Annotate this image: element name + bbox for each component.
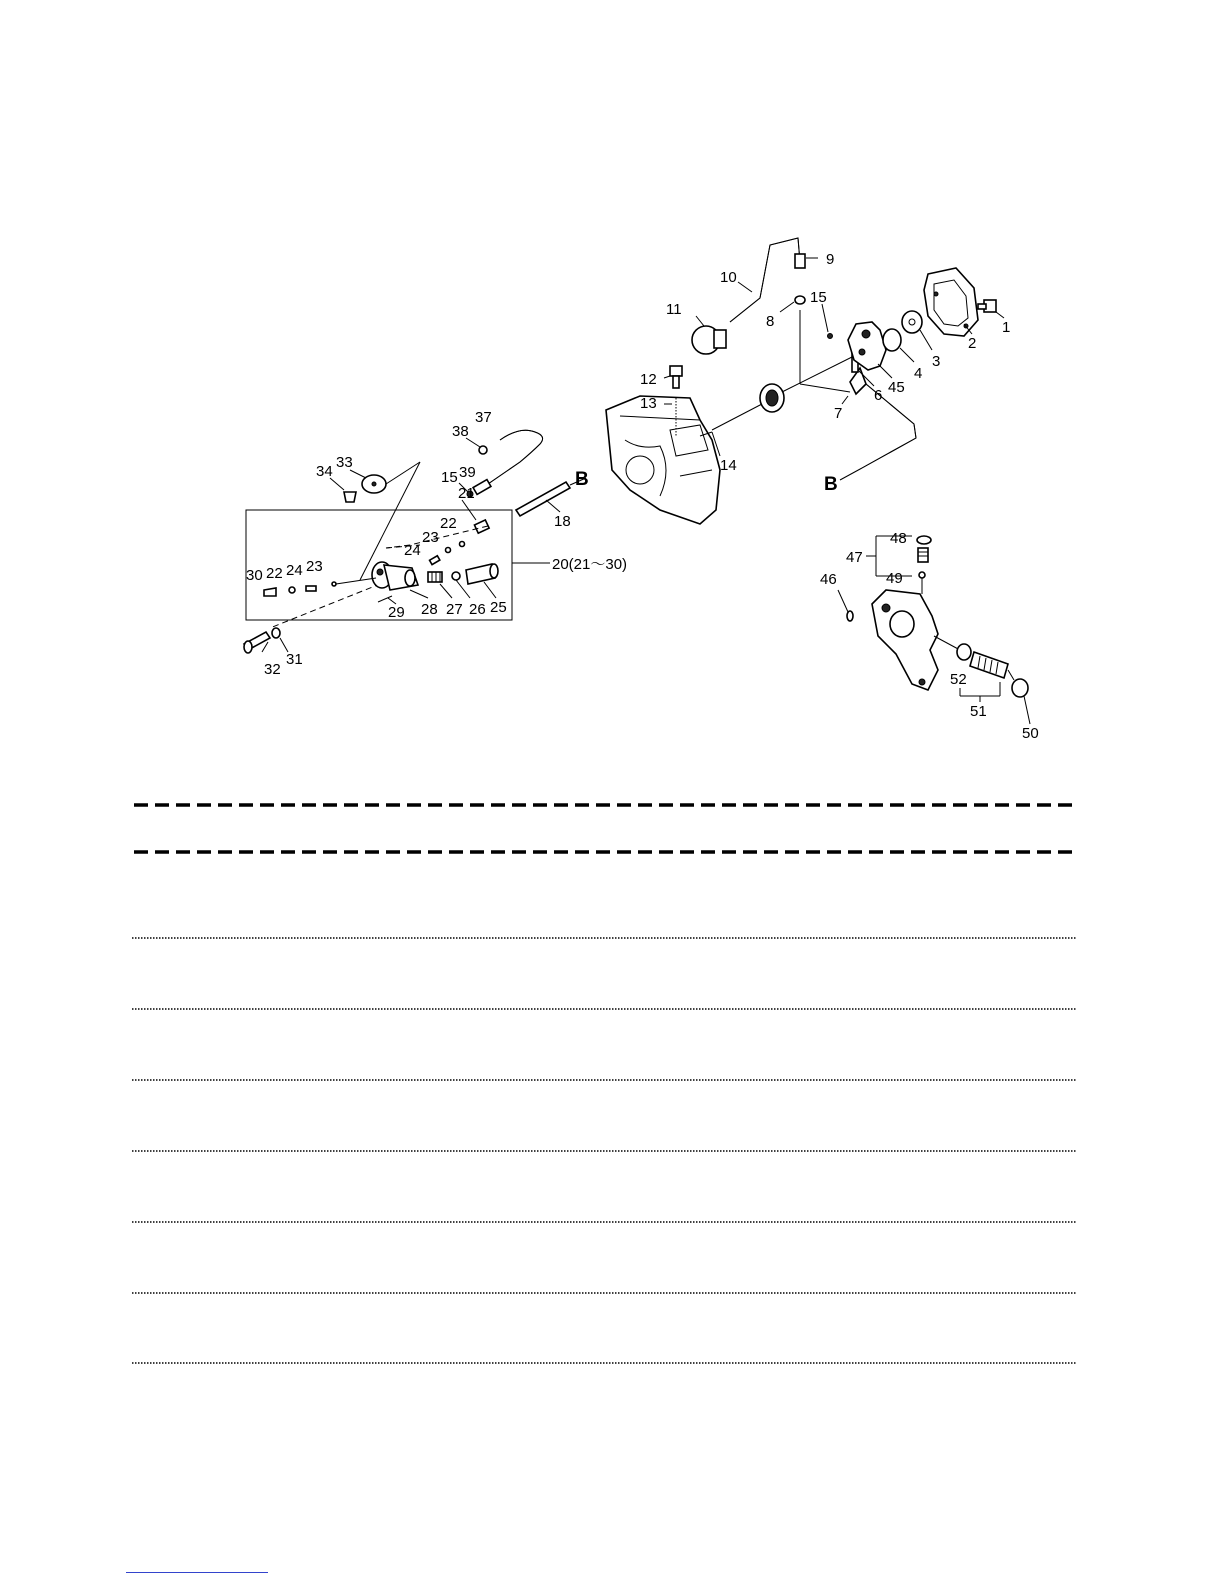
oil-seal [760,384,784,412]
ruled-lines [132,805,1076,1363]
callout-8: 8 [766,313,775,330]
callout-18: 18 [554,513,571,530]
callout-33: 33 [336,454,353,471]
callout-9: 9 [826,251,835,268]
callout-49: 49 [886,570,903,587]
fitting-39 [473,480,491,495]
footer-link-underline[interactable] [126,1572,268,1573]
worm-shaft-51 [970,652,1008,678]
callout-1: 1 [1002,319,1011,336]
oring-26 [452,572,460,580]
oring-49 [919,572,925,578]
oring-22b [289,587,295,593]
housing-14 [606,396,720,524]
oil-tube-18 [516,482,570,516]
callout-22-left: 22 [266,565,283,582]
bushing-52 [957,644,971,660]
washer-3 [902,311,922,333]
callout-22-top: 22 [440,515,457,532]
callout-38: 38 [452,423,469,440]
callout-47: 47 [846,549,863,566]
ball-23b [332,582,336,586]
callout-4: 4 [914,365,923,382]
callout-39: 39 [459,464,476,481]
bolt-12 [670,366,682,388]
callout-6: 6 [874,387,883,404]
callout-b-left: B [575,469,589,490]
ball-23 [446,548,451,553]
callout-15-left: 15 [441,469,458,486]
bolt-1 [978,300,996,312]
knob-34 [344,492,356,502]
callout-31: 31 [286,651,303,668]
top-right-assembly [606,238,1004,524]
callout-27: 27 [446,601,463,618]
callout-14: 14 [720,457,737,474]
callout-b-right: B [824,474,838,495]
spring-47 [918,548,928,562]
cap-11 [692,326,726,354]
callout-10: 10 [720,269,737,286]
callout-21: 21 [458,485,475,502]
cover-plate-2 [924,268,978,336]
callout-20: 20(21～30) [552,556,628,573]
callout-3: 3 [932,353,941,370]
washer-8 [795,296,805,304]
callout-26: 26 [469,601,486,618]
callout-32: 32 [264,661,281,678]
callout-15-top: 15 [810,289,827,306]
spring-24 [430,556,440,565]
callout-24-left: 24 [286,562,303,579]
callout-51: 51 [970,703,987,720]
callout-30: 30 [246,567,263,584]
callout-2: 2 [968,335,977,352]
oil-tube-right [862,384,916,468]
callout-52: 52 [950,671,967,688]
pump-body-bottom [872,590,938,690]
oil-hose-37 [488,430,543,484]
screw-30 [264,588,276,596]
callout-12: 12 [640,371,657,388]
callout-13: 13 [640,395,657,412]
spring-24b [306,586,316,591]
callout-46: 46 [820,571,837,588]
bolt-32 [244,632,270,653]
oring-46 [847,611,853,621]
callout-23-top: 23 [422,529,439,546]
cap-50 [1012,679,1028,697]
fitting-9 [795,254,805,268]
callout-23-left: 23 [306,558,323,575]
callout-28: 28 [421,601,438,618]
callout-50: 50 [1022,725,1039,742]
callout-34: 34 [316,463,333,480]
clip-38 [479,446,487,454]
washer-31 [272,628,280,638]
bottom-right-assembly [838,536,1030,724]
seal-15 [828,334,833,339]
callout-45: 45 [888,379,905,396]
oil-tube-10 [730,238,800,322]
cap-48 [917,536,931,544]
oring-22 [460,542,465,547]
plunger-25 [466,564,498,584]
pump-body-28 [372,562,418,590]
callout-37: 37 [475,409,492,426]
callout-24-top: 24 [404,542,421,559]
callout-29: 29 [388,604,405,621]
callout-7: 7 [834,405,843,422]
callout-11: 11 [666,301,682,318]
spring-27 [428,572,442,582]
worm-4 [883,329,901,351]
callout-25: 25 [490,599,507,616]
callout-48: 48 [890,530,907,547]
